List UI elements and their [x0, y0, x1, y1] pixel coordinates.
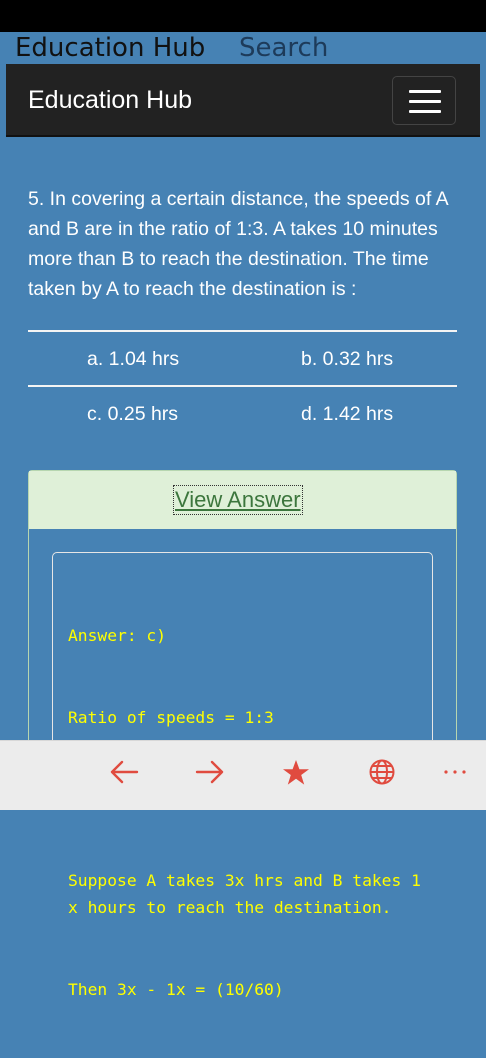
- option-c[interactable]: c. 0.25 hrs: [87, 403, 179, 425]
- view-answer-link[interactable]: View Answer: [173, 485, 303, 515]
- hamburger-menu-icon: [409, 90, 441, 93]
- answer-line: Answer: c): [68, 626, 167, 646]
- app-bar: [0, 740, 486, 810]
- forward-button[interactable]: [180, 741, 240, 803]
- app-header-tabs: [0, 32, 486, 64]
- answer-panel-header: [29, 471, 456, 529]
- tab-search[interactable]: Search: [239, 33, 329, 63]
- back-button[interactable]: [94, 741, 154, 803]
- option-b[interactable]: b. 0.32 hrs: [301, 348, 394, 370]
- answer-line: Ratio of speeds = 1:3: [68, 708, 274, 728]
- globe-icon: [368, 758, 396, 786]
- answer-line: Suppose A takes 3x hrs and B takes 1x hours to reach the destination.: [68, 871, 421, 918]
- tab-education-hub[interactable]: Education Hub: [15, 33, 206, 63]
- navbar-brand[interactable]: Education Hub: [28, 86, 193, 114]
- question-text: 5. In covering a certain distance, the speeds of A and B are in the ratio of 1:3. A takes 10 minutes more than B to reach the destination. The time taken by A to reach the destination is :: [28, 188, 448, 300]
- favorite-button[interactable]: [266, 741, 326, 803]
- answer-text: [68, 568, 428, 1058]
- more-ellipsis-icon: [443, 769, 467, 775]
- hamburger-menu-icon: [409, 100, 441, 103]
- option-a[interactable]: a. 1.04 hrs: [87, 348, 180, 370]
- hamburger-menu-button[interactable]: [392, 76, 456, 125]
- status-bar: [0, 0, 486, 32]
- globe-button[interactable]: [352, 741, 412, 803]
- divider: [28, 385, 457, 387]
- hamburger-menu-icon: [409, 110, 441, 113]
- favorite-star-icon: [282, 759, 310, 786]
- answer-line: Then 3x - 1x = (10/60): [68, 980, 284, 1000]
- navbar: [6, 64, 480, 137]
- answer-panel: [28, 470, 457, 1000]
- forward-arrow-icon: [195, 760, 225, 784]
- more-button[interactable]: [425, 741, 485, 803]
- option-d[interactable]: d. 1.42 hrs: [301, 403, 394, 425]
- back-arrow-icon: [109, 760, 139, 784]
- divider: [28, 330, 457, 332]
